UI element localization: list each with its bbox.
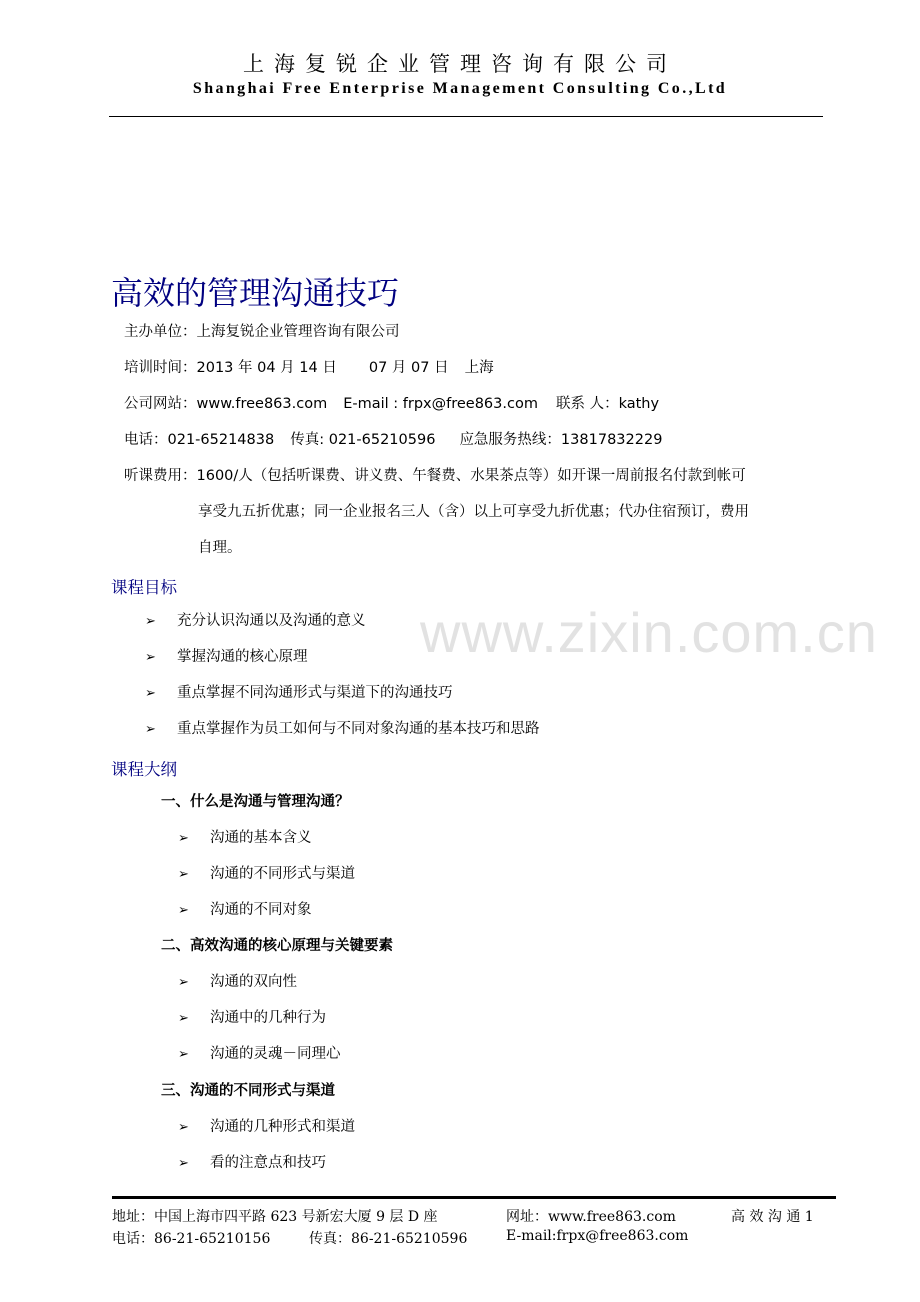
arrow-bullet-icon: ➢	[178, 1011, 189, 1026]
arrow-bullet-icon: ➢	[178, 1156, 189, 1171]
outline-item: ➢ 沟通的不同形式与渠道	[178, 866, 355, 882]
organizer-line: 主办单位：上海复锐企业管理咨询有限公司	[124, 324, 400, 340]
outline-item: ➢ 沟通的几种形式和渠道	[178, 1119, 355, 1135]
training-place: 上海	[464, 360, 494, 376]
outline-section-title: 三、沟通的不同形式与渠道	[161, 1083, 335, 1099]
outline-item: ➢ 沟通的双向性	[178, 974, 297, 990]
arrow-bullet-icon: ➢	[178, 867, 189, 882]
watermark: www.zixin.com.cn	[420, 601, 878, 664]
objective-item: ➢ 重点掌握不同沟通形式与渠道下的沟通技巧	[145, 685, 453, 701]
arrow-bullet-icon: ➢	[178, 831, 189, 846]
training-time-2: 07 月 07 日	[368, 360, 449, 376]
company-name-en: Shanghai Free Enterprise Management Consulting Co.,Ltd	[192, 80, 728, 97]
arrow-bullet-icon: ➢	[178, 903, 189, 918]
training-time: 培训时间：2013 年 04 月 14 日	[124, 360, 337, 376]
objective-item: ➢ 重点掌握作为员工如何与不同对象沟通的基本技巧和思路	[145, 721, 540, 737]
outline-item: ➢ 沟通的不同对象	[178, 902, 312, 918]
arrow-bullet-icon: ➢	[145, 722, 156, 737]
training-time-line	[124, 356, 494, 377]
fee-line-3: 自理。	[198, 540, 242, 556]
fee-line-1: 听课费用：1600/人（包括听课费、讲义费、午餐费、水果茶点等）如开课一周前报名付款到帐可	[124, 468, 746, 484]
arrow-bullet-icon: ➢	[178, 1120, 189, 1135]
outline-item: ➢ 看的注意点和技巧	[178, 1155, 326, 1171]
footer-phone: 电话：86-21-65210156	[112, 1231, 271, 1247]
company-website: 公司网站：www.free863.com	[124, 396, 328, 412]
phone-line	[124, 428, 662, 449]
footer-fax: 传真：86-21-65210596	[309, 1231, 468, 1247]
contact-person: 联系 人：kathy	[555, 396, 660, 412]
objectives-heading: 课程目标	[111, 578, 177, 597]
footer-website: 网址：www.free863.com	[506, 1209, 676, 1225]
footer-address: 地址：中国上海市四平路 623 号新宏大厦 9 层 D 座	[112, 1209, 438, 1225]
company-email: E-mail : frpx@free863.com	[343, 396, 538, 412]
outline-section-title: 二、高效沟通的核心原理与关键要素	[161, 938, 393, 954]
document-title: 高效的管理沟通技巧	[111, 274, 400, 312]
arrow-bullet-icon: ➢	[178, 975, 189, 990]
arrow-bullet-icon: ➢	[145, 614, 156, 629]
outline-section-title: 一、什么是沟通与管理沟通？	[161, 794, 350, 810]
header-divider	[109, 116, 823, 117]
footer-divider	[112, 1196, 836, 1199]
arrow-bullet-icon: ➢	[178, 1047, 189, 1062]
outline-heading: 课程大纲	[111, 760, 177, 779]
arrow-bullet-icon: ➢	[145, 686, 156, 701]
company-phone: 电话：021-65214838	[124, 432, 275, 448]
company-name-cn: 上海复锐企业管理咨询有限公司	[243, 52, 677, 76]
outline-item: ➢ 沟通的基本含义	[178, 830, 312, 846]
emergency-hotline: 应急服务热线：13817832229	[459, 432, 663, 448]
objective-item: ➢ 掌握沟通的核心原理	[145, 649, 308, 665]
outline-item: ➢ 沟通的灵魂－同理心	[178, 1046, 341, 1062]
website-line	[124, 392, 659, 413]
fee-line-2: 享受九五折优惠；同一企业报名三人（含）以上可享受九折优惠；代办住宿预订，费用	[198, 504, 749, 520]
company-fax: 传真: 021-65210596	[290, 432, 436, 448]
arrow-bullet-icon: ➢	[145, 650, 156, 665]
outline-item: ➢ 沟通中的几种行为	[178, 1010, 326, 1026]
footer-email: E-mail:frpx@free863.com	[506, 1228, 689, 1244]
footer-page-label: 高 效 沟 通 1	[731, 1209, 814, 1225]
objective-item: ➢ 充分认识沟通以及沟通的意义	[145, 613, 366, 629]
